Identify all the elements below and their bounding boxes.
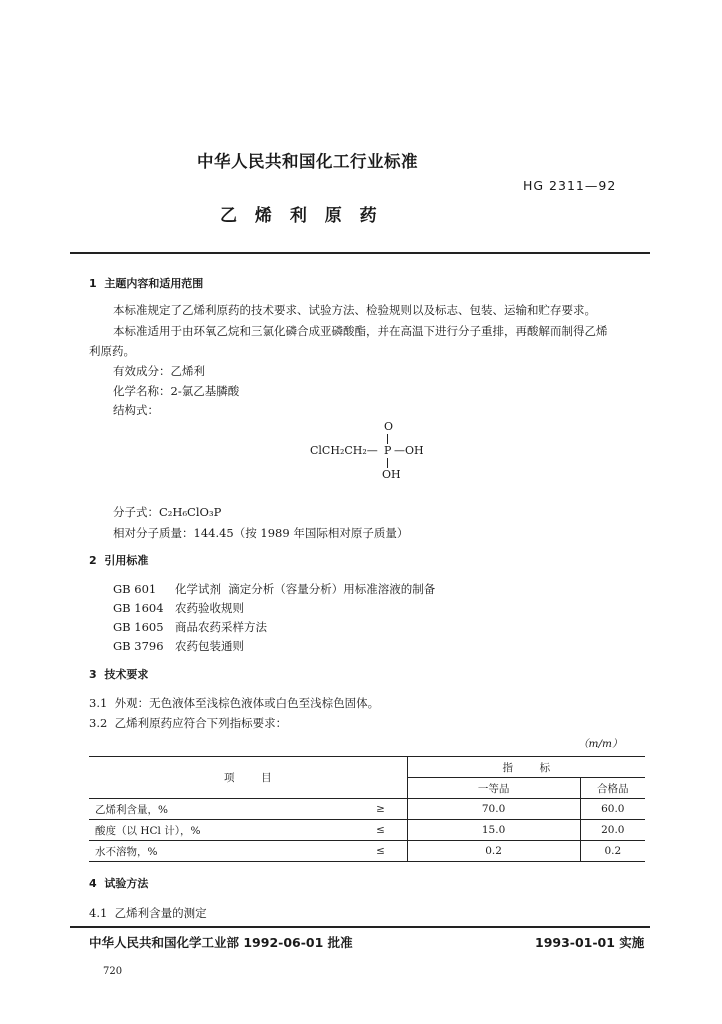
reference-code: GB 1605 (113, 620, 164, 634)
document-title: 乙 烯 利 原 药 (220, 206, 383, 226)
reference-item (113, 600, 435, 619)
org-title: 中华人民共和国化工行业标准 (197, 152, 418, 171)
section-1-heading: 1 主题内容和适用范围 (89, 277, 204, 290)
section-4-heading: 4 试验方法 (89, 877, 149, 890)
section-3-heading: 3 技术要求 (89, 668, 149, 681)
reference-item (113, 581, 435, 600)
structure-label: 结构式： (113, 403, 159, 417)
col-item-header: 项 目 (89, 757, 407, 799)
reference-code: GB 601 (113, 582, 157, 596)
section-1-para2-line1: 本标准适用于由环氧乙烷和三氯化磷合成亚磷酸酯，并在高温下进行分子重排，再酸解而制得乙烯 (113, 324, 608, 338)
table-row (89, 799, 645, 820)
row-grade1-value: 70.0 (407, 799, 580, 820)
row-name: 乙烯利含量，% (89, 799, 355, 820)
approval-line: 中华人民共和国化学工业部 1992-06-01 批准 (89, 935, 353, 950)
table-header-row (89, 757, 645, 778)
row-operator: ≤ (355, 841, 408, 862)
formula-left-group: ClCH₂CH₂— (310, 444, 378, 457)
item-3-2: 3.2 乙烯利原药应符合下列指标要求： (89, 716, 288, 730)
formula-oxygen: O (384, 420, 394, 433)
row-operator: ≤ (355, 820, 408, 841)
reference-list (113, 581, 435, 657)
item-3-1: 3.1 外观：无色液体至浅棕色液体或白色至浅棕色固体。 (89, 696, 380, 710)
specification-table (89, 756, 645, 862)
table-row (89, 820, 645, 841)
row-name: 酸度（以 HCl 计），% (89, 820, 355, 841)
row-name: 水不溶物，% (89, 841, 355, 862)
effective-date: 1993-01-01 实施 (535, 935, 645, 950)
table-row (89, 841, 645, 862)
formula-right-group: —OH (394, 444, 424, 457)
reference-title: 商品农药采样方法 (175, 620, 267, 634)
item-4-1: 4.1 乙烯利含量的测定 (89, 906, 207, 920)
reference-code: GB 1604 (113, 601, 164, 615)
formula-double-bond (387, 434, 388, 444)
standard-code: HG 2311—92 (523, 178, 617, 193)
row-grade1-value: 0.2 (407, 841, 580, 862)
reference-code: GB 3796 (113, 639, 164, 653)
molecular-formula: 分子式：C₂H₆ClO₃P (113, 505, 222, 519)
section-1-para2-line2: 利原药。 (89, 344, 135, 358)
reference-title: 化学试剂 滴定分析（容量分析）用标准溶液的制备 (175, 582, 436, 596)
row-grade1-value: 15.0 (407, 820, 580, 841)
reference-title: 农药验收规则 (175, 601, 244, 615)
col-grade2-header: 合格品 (580, 778, 645, 799)
row-grade2-value: 60.0 (580, 799, 645, 820)
row-grade2-value: 20.0 (580, 820, 645, 841)
col-grade1-header: 一等品 (407, 778, 580, 799)
formula-hydroxyl: OH (382, 468, 401, 481)
formula-single-bond (387, 458, 388, 468)
structural-formula (310, 420, 450, 486)
active-ingredient: 有效成分：乙烯利 (113, 364, 205, 378)
row-operator: ≥ (355, 799, 408, 820)
chemical-name: 化学名称：2-氯乙基膦酸 (113, 384, 240, 398)
row-grade2-value: 0.2 (580, 841, 645, 862)
molecular-mass: 相对分子质量：144.45（按 1989 年国际相对原子质量） (113, 526, 409, 540)
section-2-heading: 2 引用标准 (89, 554, 149, 567)
section-1-para1: 本标准规定了乙烯利原药的技术要求、试验方法、检验规则以及标志、包装、运输和贮存要求。 (113, 303, 596, 317)
header-rule (70, 252, 650, 254)
formula-phosphorus: P (384, 444, 392, 457)
reference-title: 农药包装通则 (175, 639, 244, 653)
page-number: 720 (103, 966, 123, 977)
footer-rule (70, 926, 650, 928)
reference-item (113, 619, 435, 638)
reference-item (113, 638, 435, 657)
table-unit: （m/m） (578, 738, 623, 750)
col-index-header: 指 标 (407, 757, 645, 778)
